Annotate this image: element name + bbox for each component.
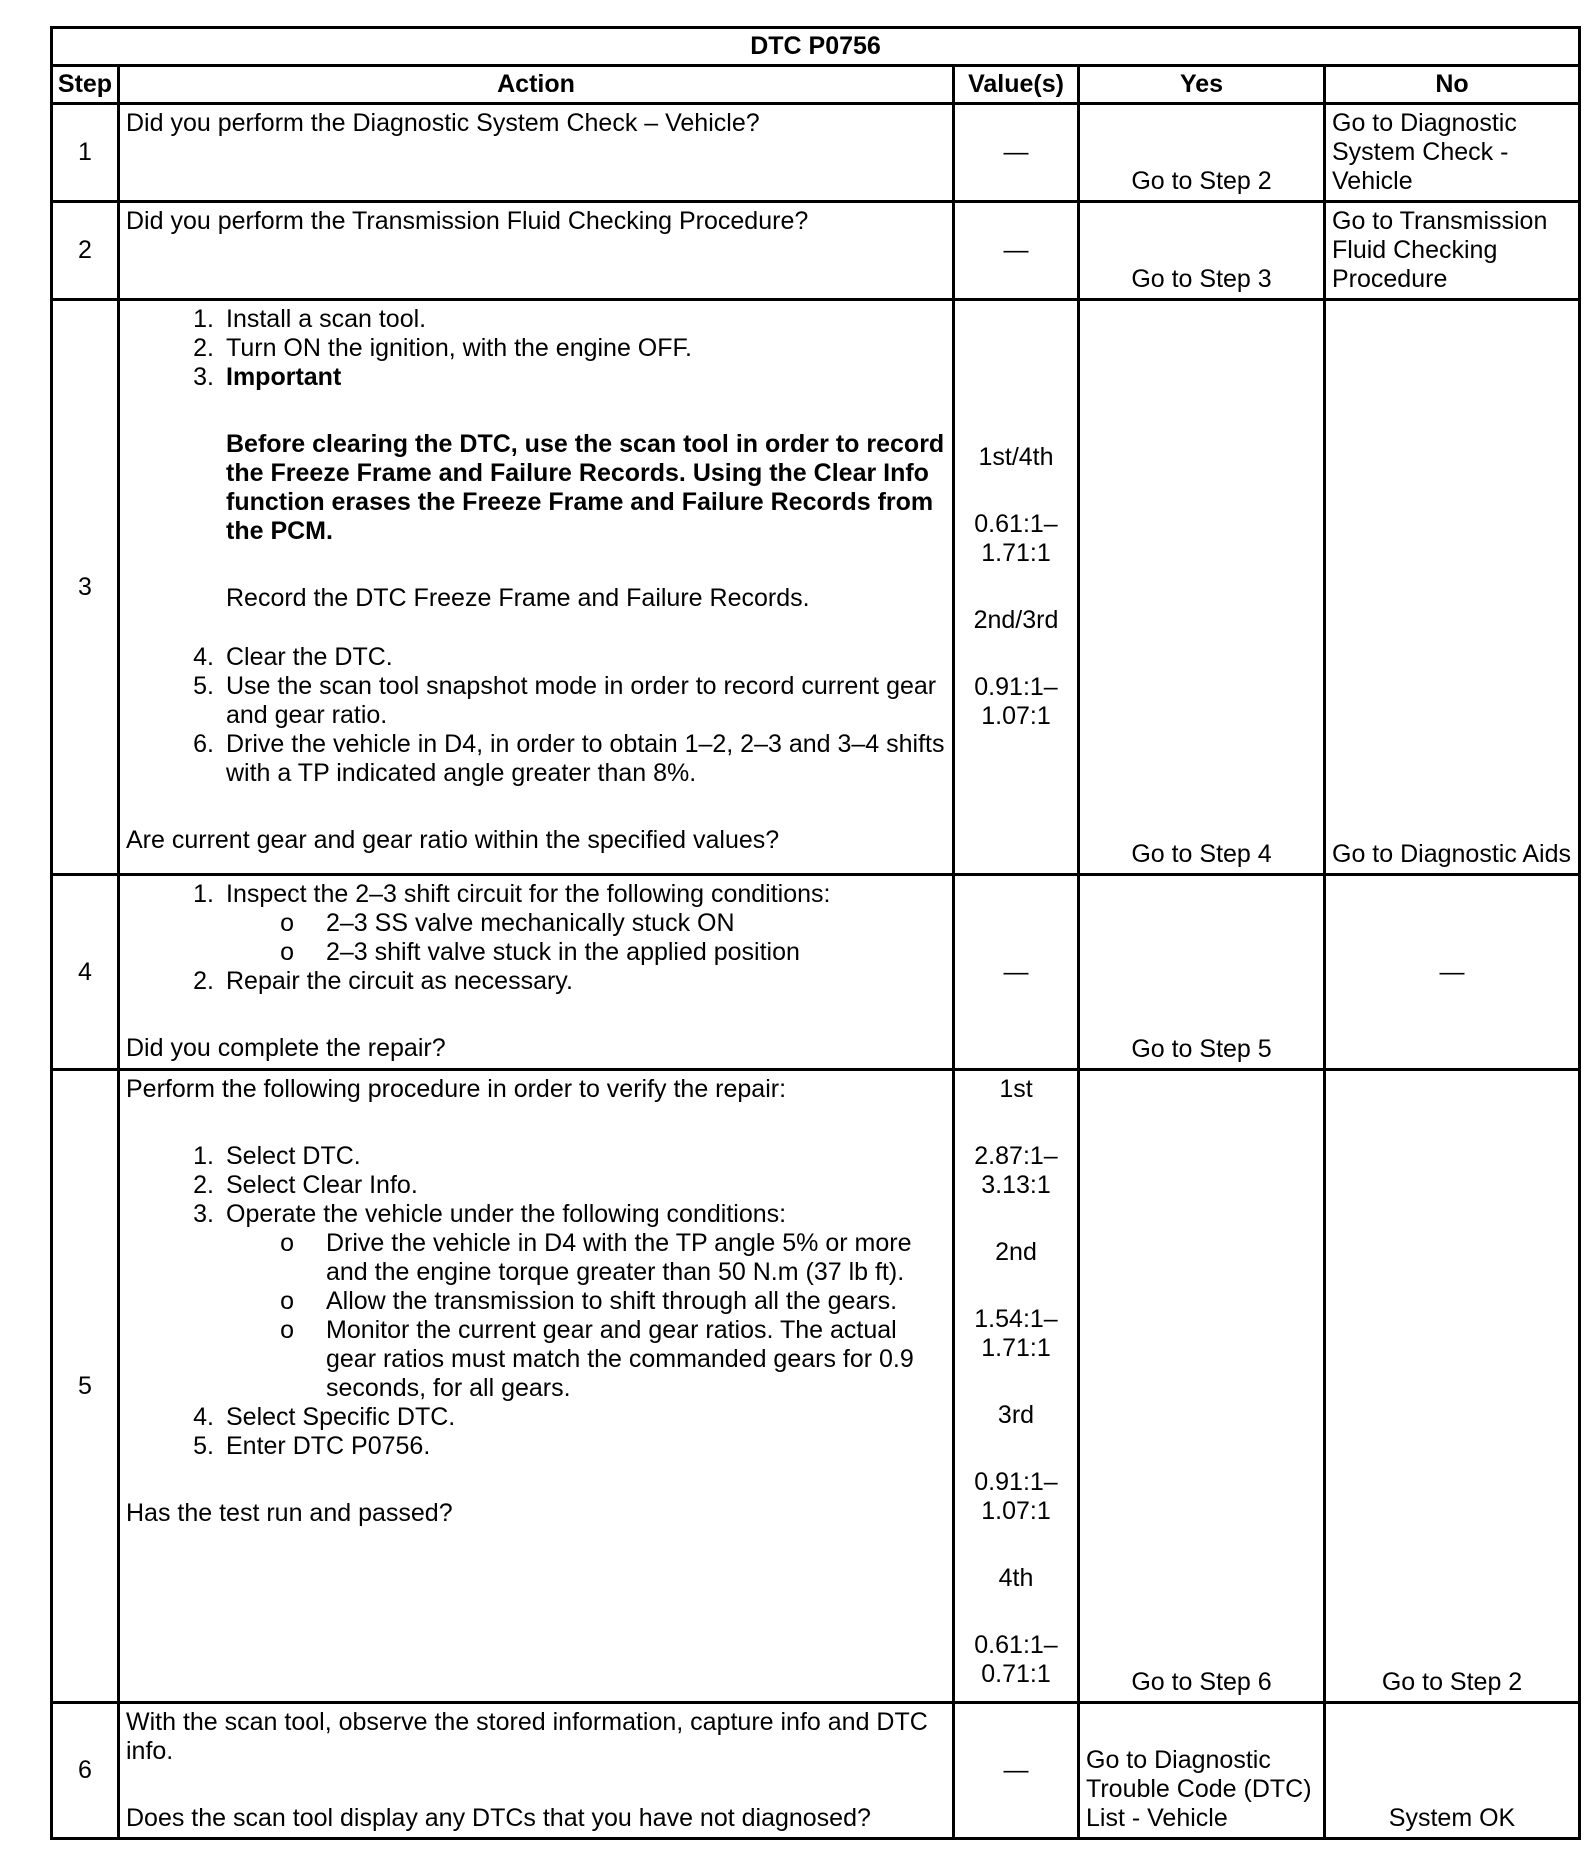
step-number: 2 <box>52 202 119 300</box>
list-item: 1. Install a scan tool. <box>193 305 427 333</box>
no-cell: Go to Step 2 <box>1325 1070 1580 1703</box>
list-item: 1. Inspect the 2–3 shift circuit for the following conditions: <box>193 880 831 908</box>
yes-cell: Go to Step 3 <box>1079 202 1325 300</box>
header-action: Action <box>119 66 954 104</box>
list-item: 5. Enter DTC P0756. <box>193 1432 431 1460</box>
value-cell: 1st 2.87:1– 3.13:1 2nd 1.54:1– 1.71:1 3rd 0.91:1– 1.07:1 4th 0.61:1– 0.71:1 <box>954 1070 1079 1703</box>
bullet-item: o Drive the vehicle in D4 with the TP angle 5% or more and the engine torque greater than 50 N.m (37 lb ft). <box>280 1229 912 1286</box>
value-cell: — <box>954 1703 1079 1839</box>
bullet-item: o Monitor the current gear and gear ratios. The actual gear ratios must match the commanded gears for 0.9 seconds, for all gears. <box>280 1316 914 1402</box>
table-row <box>52 1703 1580 1839</box>
list-item: 4. Select Specific DTC. <box>193 1403 456 1431</box>
action-cell <box>119 202 954 300</box>
action-question: Did you perform the Diagnostic System Check – Vehicle? <box>126 109 760 137</box>
step-number: 4 <box>52 875 119 1070</box>
value-cell: 1st/4th 0.61:1– 1.71:1 2nd/3rd 0.91:1– 1.07:1 <box>954 300 1079 875</box>
list-item: 2. Repair the circuit as necessary. <box>193 967 573 995</box>
yes-cell: Go to Step 6 <box>1079 1070 1325 1703</box>
table-row <box>52 1070 1580 1703</box>
step-number: 3 <box>52 300 119 875</box>
action-cell <box>119 300 954 875</box>
list-item: 6. Drive the vehicle in D4, in order to obtain 1–2, 2–3 and 3–4 shifts with a TP indicated angle greater than 8%. <box>193 730 945 787</box>
step-number: 6 <box>52 1703 119 1839</box>
list-item: 4. Clear the DTC. <box>193 643 393 671</box>
record-instruction: Record the DTC Freeze Frame and Failure Records. <box>226 584 810 612</box>
list-item: 1. Select DTC. <box>193 1142 361 1170</box>
header-no: No <box>1325 66 1580 104</box>
yes-cell: Go to Diagnostic Trouble Code (DTC) List - Vehicle <box>1079 1703 1325 1839</box>
action-cell <box>119 1070 954 1703</box>
yes-cell: Go to Step 2 <box>1079 104 1325 202</box>
bullet-item: o 2–3 SS valve mechanically stuck ON <box>280 909 735 937</box>
list-item: 2. Select Clear Info. <box>193 1171 418 1199</box>
action-question: Has the test run and passed? <box>126 1499 453 1527</box>
header-yes: Yes <box>1079 66 1325 104</box>
action-question: Did you complete the repair? <box>126 1034 446 1062</box>
no-cell: Go to Transmission Fluid Checking Procedure <box>1325 202 1580 300</box>
list-item: 3. Operate the vehicle under the following conditions: <box>193 1200 787 1228</box>
step-number: 1 <box>52 104 119 202</box>
header-values: Value(s) <box>954 66 1079 104</box>
table-row <box>52 875 1580 1070</box>
important-note: Before clearing the DTC, use the scan tool in order to record the Freeze Frame and Failure Records. Using the Clear Info function erases the Freeze Frame and Failure Records from the PCM. <box>226 430 945 545</box>
header-row <box>52 66 1580 104</box>
table-row <box>52 104 1580 202</box>
list-item: 2. Turn ON the ignition, with the engine OFF. <box>193 334 692 362</box>
no-cell: — <box>1325 875 1580 1070</box>
yes-cell: Go to Step 5 <box>1079 875 1325 1070</box>
value-cell: — <box>954 202 1079 300</box>
action-cell <box>119 1703 954 1839</box>
action-question: Does the scan tool display any DTCs that you have not diagnosed? <box>126 1804 871 1832</box>
action-cell <box>119 875 954 1070</box>
action-intro: Perform the following procedure in order to verify the repair: <box>126 1075 787 1103</box>
step-number: 5 <box>52 1070 119 1703</box>
action-intro: With the scan tool, observe the stored information, capture info and DTC info. <box>126 1708 928 1765</box>
value-cell: — <box>954 875 1079 1070</box>
action-cell <box>119 104 954 202</box>
table-row <box>52 202 1580 300</box>
bullet-item: o Allow the transmission to shift through all the gears. <box>280 1287 898 1315</box>
yes-cell: Go to Step 4 <box>1079 300 1325 875</box>
value-cell: — <box>954 104 1079 202</box>
list-item: 5. Use the scan tool snapshot mode in order to record current gear and gear ratio. <box>193 672 937 729</box>
bullet-item: o 2–3 shift valve stuck in the applied position <box>280 938 800 966</box>
table-row <box>52 300 1580 875</box>
table-title: DTC P0756 <box>52 28 1580 66</box>
list-item: 3. Important <box>193 363 342 391</box>
no-cell: Go to Diagnostic System Check - Vehicle <box>1325 104 1580 202</box>
action-question: Are current gear and gear ratio within the specified values? <box>126 826 780 854</box>
action-question: Did you perform the Transmission Fluid Checking Procedure? <box>126 207 809 235</box>
no-cell: System OK <box>1325 1703 1580 1839</box>
header-step: Step <box>52 66 119 104</box>
no-cell: Go to Diagnostic Aids <box>1325 300 1580 875</box>
diagnostic-table <box>50 26 1581 1840</box>
